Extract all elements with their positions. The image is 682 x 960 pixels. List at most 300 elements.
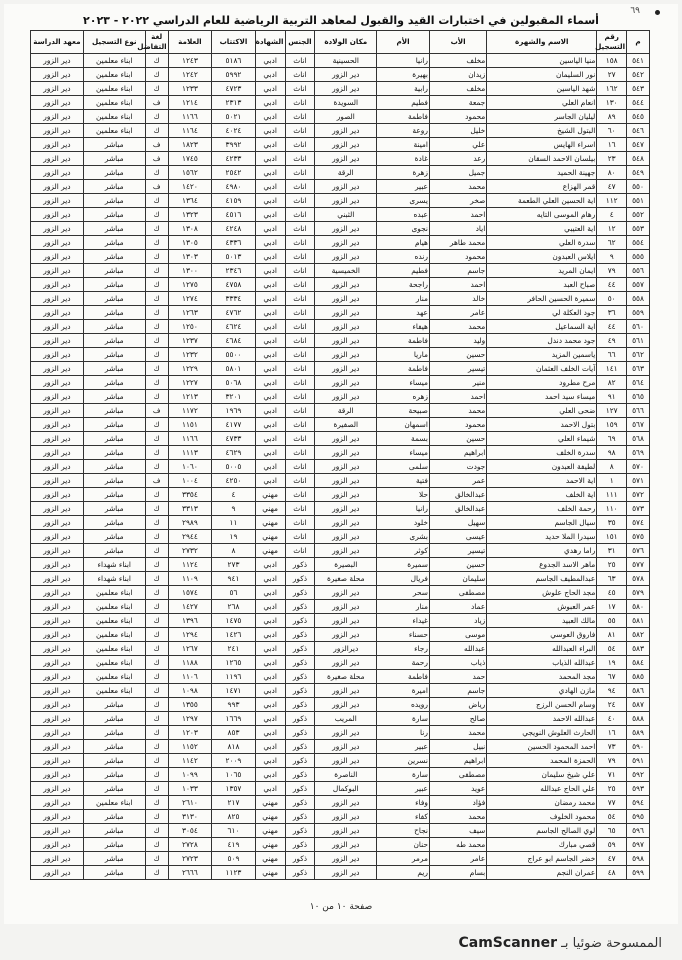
table-cell: يسرى	[377, 194, 430, 208]
table-cell: ٢٣٤٦	[212, 264, 256, 278]
table-cell: ادبي	[255, 614, 285, 628]
table-cell: ياسمين المزيد	[487, 348, 597, 362]
table-cell: دير الزور	[31, 68, 84, 82]
table-cell: عمر العبوش	[487, 600, 597, 614]
table-cell: ك	[145, 600, 168, 614]
table-cell: اناث	[285, 124, 315, 138]
table-cell: ٢٧٣	[212, 558, 256, 572]
table-cell: مباشر	[83, 334, 145, 348]
table-cell: دير الزور	[315, 530, 377, 544]
table-cell: مجد المحمد	[487, 670, 597, 684]
table-cell: مباشر	[83, 432, 145, 446]
table-cell: جهينة الحميد	[487, 166, 597, 180]
table-cell: ك	[145, 264, 168, 278]
table-cell: اناث	[285, 264, 315, 278]
table-cell: دير الزور	[31, 642, 84, 656]
table-cell: دير الزور	[31, 488, 84, 502]
table-cell: ذكور	[285, 558, 315, 572]
table-cell: ٥٦٤	[627, 376, 650, 390]
table-cell: خلود	[377, 516, 430, 530]
table-cell: زهرة	[377, 166, 430, 180]
table-cell: دير الزور	[315, 544, 377, 558]
table-cell: ٤٤	[597, 320, 627, 334]
table-cell: البراء العبدالله	[487, 642, 597, 656]
table-cell: سميرة	[377, 558, 430, 572]
table-cell: ٥٩٤	[627, 796, 650, 810]
table-cell: ٤٧٦٢	[212, 306, 256, 320]
table-cell: سدرة الخلف	[487, 446, 597, 460]
table-row	[31, 446, 650, 460]
table-cell: بيلسان الاحمد السقان	[487, 152, 597, 166]
table-row	[31, 124, 650, 138]
table-cell: ٤١٥٩	[212, 194, 256, 208]
table-cell: ذكور	[285, 712, 315, 726]
table-cell: ٥٨٤	[627, 656, 650, 670]
table-cell: دير الزور	[31, 572, 84, 586]
table-cell: ابناء معلمين	[83, 642, 145, 656]
table-cell: مباشر	[83, 530, 145, 544]
table-cell: اناث	[285, 82, 315, 96]
table-cell: اية الاحمد	[487, 474, 597, 488]
table-cell: دير الزور	[315, 82, 377, 96]
table-row	[31, 334, 650, 348]
table-cell: رعد	[429, 152, 486, 166]
table-cell: ف	[145, 474, 168, 488]
table-cell: منير	[429, 376, 486, 390]
table-cell: ٢٧٢٣	[168, 852, 212, 866]
table-cell: عمران النجم	[487, 866, 597, 880]
column-header: الجنس	[285, 31, 315, 54]
table-cell: ك	[145, 796, 168, 810]
table-cell: دير الزور	[315, 516, 377, 530]
table-cell: ٤٩	[597, 334, 627, 348]
table-cell: الثبني	[315, 208, 377, 222]
table-cell: عويد	[429, 782, 486, 796]
table-row	[31, 824, 650, 838]
table-cell: محمد طاهر	[429, 236, 486, 250]
table-row	[31, 138, 650, 152]
table-cell: ك	[145, 768, 168, 782]
table-cell: ٥٦٥	[627, 390, 650, 404]
table-cell: رياض	[429, 698, 486, 712]
table-cell: ١٣٢٣	[168, 208, 212, 222]
table-row	[31, 600, 650, 614]
column-header: مكان الولادة	[315, 31, 377, 54]
scanner-brand: CamScanner	[458, 935, 557, 951]
table-cell: ٥٥٤	[627, 236, 650, 250]
table-cell: دير الزور	[315, 488, 377, 502]
table-cell: ك	[145, 572, 168, 586]
table-cell: سليمان	[429, 572, 486, 586]
table-cell: محمود	[429, 110, 486, 124]
table-cell: فاطمة	[377, 362, 430, 376]
table-cell: ليليان الجاسر	[487, 110, 597, 124]
table-cell: ابناء شهداء	[83, 572, 145, 586]
table-cell: جمعة	[429, 96, 486, 110]
table-row	[31, 432, 650, 446]
table-cell: جميل	[429, 166, 486, 180]
table-cell: ايمان المريد	[487, 264, 597, 278]
table-cell: ك	[145, 642, 168, 656]
table-cell: دير الزور	[31, 390, 84, 404]
scanner-prefix: الممسوحة ضوئيا بـ	[561, 936, 662, 951]
table-cell: ١٢٩٧	[168, 712, 212, 726]
table-cell: ١٢٧٤	[168, 292, 212, 306]
table-cell: ٥٨٦	[627, 684, 650, 698]
table-cell: ١٠٦٥	[212, 768, 256, 782]
table-cell: ٤٤	[597, 278, 627, 292]
table-cell: نبيل	[429, 740, 486, 754]
table-cell: صبيحة	[377, 404, 430, 418]
table-cell: رهام الموسى التايه	[487, 208, 597, 222]
table-row	[31, 96, 650, 110]
table-cell: ٥٦١	[627, 334, 650, 348]
table-cell: ١٩	[597, 656, 627, 670]
table-cell: ٥٨٧	[627, 698, 650, 712]
table-cell: دير الزور	[31, 684, 84, 698]
table-cell: اناث	[285, 502, 315, 516]
table-cell: ٥٤٥	[627, 110, 650, 124]
table-cell: ٨١٨	[212, 740, 256, 754]
table-cell: محمد طه	[429, 838, 486, 852]
table-cell: عيسى	[429, 530, 486, 544]
table-cell: فطيم	[377, 96, 430, 110]
table-cell: ك	[145, 54, 168, 68]
table-row	[31, 586, 650, 600]
table-cell: دير الزور	[31, 656, 84, 670]
table-cell: دير الزور	[315, 866, 377, 880]
table-cell: دير الزور	[315, 740, 377, 754]
table-cell: دير الزور	[31, 138, 84, 152]
table-cell: عامر	[429, 306, 486, 320]
table-cell: ٩	[212, 502, 256, 516]
table-row	[31, 110, 650, 124]
table-cell: ادبي	[255, 390, 285, 404]
table-cell: دير الزور	[31, 866, 84, 880]
table-cell: محمد	[429, 404, 486, 418]
table-cell: حسين	[429, 348, 486, 362]
table-cell: ك	[145, 306, 168, 320]
table-cell: ٩٤	[597, 684, 627, 698]
table-cell: ٥٠٠٥	[212, 460, 256, 474]
table-cell: مباشر	[83, 782, 145, 796]
table-cell: وليد	[429, 334, 486, 348]
table-cell: ١٢	[597, 222, 627, 236]
table-cell: خضر الجاسم ابو عراج	[487, 852, 597, 866]
table-cell: دير الزور	[315, 810, 377, 824]
table-cell: محمد	[429, 180, 486, 194]
table-cell: دير الزور	[315, 726, 377, 740]
table-cell: ك	[145, 712, 168, 726]
table-cell: ٨	[212, 544, 256, 558]
table-row	[31, 306, 650, 320]
table-cell: بشرى	[377, 530, 430, 544]
table-cell: ١٠٩٩	[168, 768, 212, 782]
table-cell: مباشر	[83, 278, 145, 292]
table-row	[31, 418, 650, 432]
table-cell: اناث	[285, 236, 315, 250]
table-cell: دير الزور	[31, 558, 84, 572]
table-cell: اية الحسين العلي الطعمة	[487, 194, 597, 208]
table-row	[31, 54, 650, 68]
table-cell: اناث	[285, 54, 315, 68]
table-cell: ابراهيم	[429, 754, 486, 768]
table-cell: ٥٩٩	[627, 866, 650, 880]
table-cell: ٥٥٣	[627, 222, 650, 236]
table-cell: مهني	[255, 544, 285, 558]
table-cell: عماد	[429, 600, 486, 614]
table-cell: دير الزور	[315, 656, 377, 670]
table-cell: ذكور	[285, 768, 315, 782]
table-cell: دير الزور	[315, 432, 377, 446]
table-cell: دير الزور	[315, 348, 377, 362]
table-cell: دير الزور	[315, 614, 377, 628]
table-cell: ادبي	[255, 348, 285, 362]
table-cell: ك	[145, 68, 168, 82]
table-cell: ايلاس العبدون	[487, 250, 597, 264]
table-cell: سدرة العلي	[487, 236, 597, 250]
table-cell: ف	[145, 180, 168, 194]
column-header: العلامة	[168, 31, 212, 54]
table-cell: مباشر	[83, 138, 145, 152]
table-cell: ١١٠	[597, 502, 627, 516]
table-cell: فاروق العوسي	[487, 628, 597, 642]
table-cell: رانيا	[377, 54, 430, 68]
table-cell: اناث	[285, 166, 315, 180]
table-cell: ذكور	[285, 614, 315, 628]
table-cell: دير الزور	[315, 250, 377, 264]
table-cell: ادبي	[255, 54, 285, 68]
table-cell: ادبي	[255, 684, 285, 698]
table-cell: دير الزور	[31, 250, 84, 264]
table-row	[31, 208, 650, 222]
table-cell: اناث	[285, 390, 315, 404]
table-cell: ك	[145, 488, 168, 502]
table-cell: الحارث العلوش النويجي	[487, 726, 597, 740]
table-cell: رحمة الخلف	[487, 502, 597, 516]
table-cell: ٥٦	[212, 586, 256, 600]
table-cell: دير الزور	[31, 586, 84, 600]
table-cell: ١٣٥٥	[168, 698, 212, 712]
table-cell: ٣١	[597, 544, 627, 558]
table-cell: ك	[145, 740, 168, 754]
table-cell: ادبي	[255, 572, 285, 586]
table-row	[31, 180, 650, 194]
table-cell: ك	[145, 390, 168, 404]
table-cell: ادبي	[255, 740, 285, 754]
table-row	[31, 264, 650, 278]
table-cell: ٥٦٩	[627, 446, 650, 460]
table-cell: ٤٢٣٣	[212, 152, 256, 166]
table-cell: ادبي	[255, 222, 285, 236]
admissions-table	[30, 30, 650, 880]
table-cell: ٢٤	[597, 698, 627, 712]
table-cell: ادبي	[255, 236, 285, 250]
table-cell: ادبي	[255, 460, 285, 474]
table-cell: بتول الاحمد	[487, 418, 597, 432]
table-row	[31, 390, 650, 404]
table-cell: دير الزور	[31, 124, 84, 138]
table-cell: زهره	[377, 390, 430, 404]
table-cell: ٥٤٢	[627, 68, 650, 82]
table-cell: ١٩	[212, 530, 256, 544]
table-cell: ١٥٨	[597, 54, 627, 68]
table-cell: الصور	[315, 110, 377, 124]
table-cell: دير الزور	[31, 264, 84, 278]
table-cell: اية الخلف	[487, 488, 597, 502]
page-marker: ٦٩	[630, 6, 640, 16]
table-cell: الخميسية	[315, 264, 377, 278]
table-cell: مهني	[255, 488, 285, 502]
table-cell: دير الزور	[31, 726, 84, 740]
table-cell: اناث	[285, 362, 315, 376]
table-cell: ٥٩	[597, 838, 627, 852]
table-cell: اناث	[285, 194, 315, 208]
table-cell: مازن الهادي	[487, 684, 597, 698]
table-cell: ١٥٩	[597, 418, 627, 432]
table-cell: علي شيخ سليمان	[487, 768, 597, 782]
table-cell: ٥١٨٦	[212, 54, 256, 68]
table-cell: ١٨٢٣	[168, 138, 212, 152]
table-cell: ١٢٣٢	[168, 348, 212, 362]
table-cell: ١٢١٤	[168, 96, 212, 110]
table-cell: مباشر	[83, 712, 145, 726]
table-cell: سميرة الحسين الحافر	[487, 292, 597, 306]
table-cell: نجوى	[377, 222, 430, 236]
table-cell: دير الزور	[315, 334, 377, 348]
table-cell: مرح مطرود	[487, 376, 597, 390]
table-cell: ٢٣١٣	[212, 96, 256, 110]
table-cell: فؤاد	[429, 796, 486, 810]
table-cell: دير الزور	[31, 460, 84, 474]
table-row	[31, 460, 650, 474]
table-cell: ادبي	[255, 110, 285, 124]
table-cell: ذكور	[285, 824, 315, 838]
table-cell: ١٣٠٨	[168, 222, 212, 236]
table-cell: ١١٨٨	[168, 656, 212, 670]
table-cell: مهني	[255, 810, 285, 824]
table-cell: ٤٨	[597, 866, 627, 880]
table-cell: ذكور	[285, 838, 315, 852]
table-cell: ١١٢٣	[212, 866, 256, 880]
table-cell: ١٢٣٣	[168, 82, 212, 96]
table-cell: فتية	[377, 474, 430, 488]
table-cell: ١٦٦٩	[212, 712, 256, 726]
table-row	[31, 572, 650, 586]
table-cell: دير الزور	[315, 152, 377, 166]
table-cell: ادبي	[255, 320, 285, 334]
table-row	[31, 796, 650, 810]
table-row	[31, 852, 650, 866]
table-cell: ٥٥٥	[627, 250, 650, 264]
table-cell: ٥٩١	[627, 754, 650, 768]
table-cell: دير الزور	[315, 376, 377, 390]
table-cell: ك	[145, 418, 168, 432]
table-cell: ادبي	[255, 264, 285, 278]
table-cell: ذكور	[285, 628, 315, 642]
table-cell: ٥٧٦	[627, 544, 650, 558]
table-cell: ابناء معلمين	[83, 586, 145, 600]
table-cell: دير الزور	[31, 516, 84, 530]
table-cell: مهني	[255, 866, 285, 880]
table-cell: ٤٢٤٨	[212, 222, 256, 236]
table-cell: ذكور	[285, 754, 315, 768]
table-cell: ك	[145, 656, 168, 670]
table-cell: نور السليمان	[487, 68, 597, 82]
table-cell: ٢٦٨	[212, 600, 256, 614]
table-cell: ٥٩٣	[627, 782, 650, 796]
table-cell: مباشر	[83, 838, 145, 852]
table-row	[31, 320, 650, 334]
table-row	[31, 194, 650, 208]
table-cell: ٢٥	[597, 558, 627, 572]
table-row	[31, 810, 650, 824]
table-cell: ١١١	[597, 488, 627, 502]
table-cell: ١٢٢٩	[168, 362, 212, 376]
table-cell: ادبي	[255, 306, 285, 320]
table-cell: ٥٠٦٨	[212, 376, 256, 390]
table-cell: ذكور	[285, 600, 315, 614]
table-cell: ٣١٣٠	[168, 810, 212, 824]
table-cell: ادبي	[255, 418, 285, 432]
table-cell: ٢٣	[597, 152, 627, 166]
table-cell: ٤١٩	[212, 838, 256, 852]
table-row	[31, 516, 650, 530]
table-cell: دير الزور	[315, 684, 377, 698]
table-cell: ك	[145, 320, 168, 334]
table-row	[31, 68, 650, 82]
table-cell: ماهر الاسد الجدوع	[487, 558, 597, 572]
table-cell: مباشر	[83, 292, 145, 306]
table-cell: ابناء معلمين	[83, 54, 145, 68]
table-cell: ابناء معلمين	[83, 124, 145, 138]
table-cell: دير الزور	[31, 82, 84, 96]
table-cell: ١٢٩٤	[168, 628, 212, 642]
table-cell: ٦٢	[597, 236, 627, 250]
table-cell: ١٤١	[597, 362, 627, 376]
table-cell: مهني	[255, 502, 285, 516]
table-row	[31, 152, 650, 166]
table-cell: السويدة	[315, 96, 377, 110]
table-cell: ك	[145, 432, 168, 446]
table-cell: ك	[145, 754, 168, 768]
table-cell: اناث	[285, 530, 315, 544]
table-cell: خليل	[429, 124, 486, 138]
table-cell: ف	[145, 404, 168, 418]
page-footer: صفحة ١٠ من ١٠	[309, 902, 373, 912]
table-row	[31, 740, 650, 754]
table-cell: ك	[145, 586, 168, 600]
table-cell: ١٢٣٧	[168, 334, 212, 348]
table-cell: غادة	[377, 152, 430, 166]
table-cell: ادبي	[255, 782, 285, 796]
table-cell: ١٥٧٤	[168, 586, 212, 600]
table-cell: ١٢٤٢	[168, 68, 212, 82]
scanner-watermark-bar	[0, 926, 682, 960]
table-row	[31, 656, 650, 670]
table-cell: ٥٧٣	[627, 502, 650, 516]
table-cell: موسى	[429, 628, 486, 642]
table-cell: حسناء	[377, 628, 430, 642]
table-cell: مباشر	[83, 222, 145, 236]
table-cell: الرقة	[315, 404, 377, 418]
table-cell: دير الزور	[315, 628, 377, 642]
table-cell: ادبي	[255, 656, 285, 670]
table-cell: محلة صغيرة	[315, 572, 377, 586]
table-cell: دير الزور	[31, 348, 84, 362]
column-header: الاسم والشهرة	[487, 31, 597, 54]
table-cell: ك	[145, 278, 168, 292]
